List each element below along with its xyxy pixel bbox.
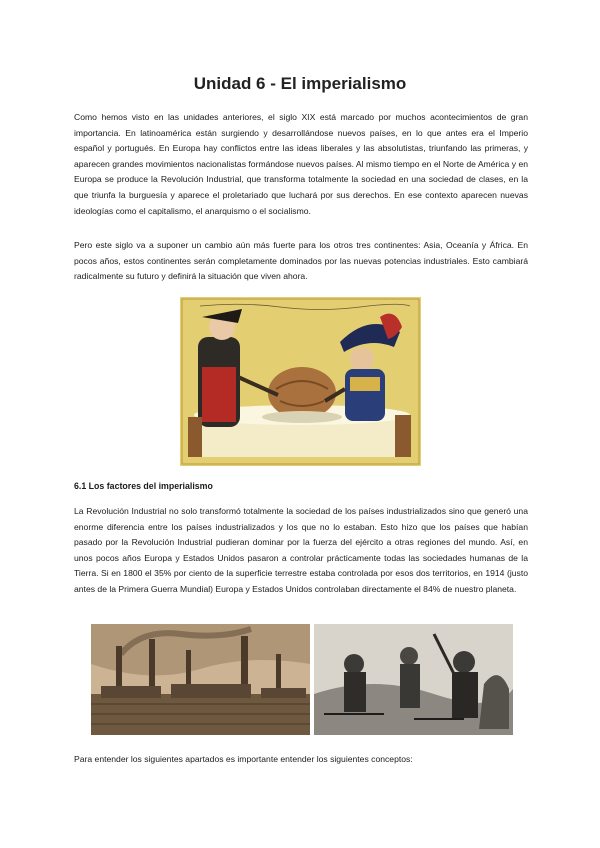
second-paragraph: Pero este siglo va a suponer un cambio aún más fuerte para los otros tres continentes: Asia, Oceanía y África. En pocos años, estos continentes serán completamente dominados por las nuevas potencias industriales. Esto cambiará radicalmente su futuro y definirá la situación que viven ahora. (74, 240, 528, 282)
cartoon-illustration (180, 297, 421, 466)
section-heading: 6.1 Los factores del imperialismo (74, 481, 213, 491)
closing-paragraph: Para entender los siguientes apartados es importante entender los siguientes conceptos: (74, 754, 413, 764)
factory-engraving (91, 624, 310, 735)
colonial-engraving (314, 624, 513, 735)
page-title: Unidad 6 - El imperialismo (193, 74, 407, 93)
intro-paragraph: Como hemos visto en las unidades anteriores, el siglo XIX está marcado por muchos acontecimientos de gran importancia. En latinoamérica están surgiendo y desarrollándose nuevos países, en lo que antes era el Imperio español y portugués. En Europa hay conflictos entre las ideas liberales y las absolutistas, triunfando las primeras, y aparecen grandes movimientos nacionalistas formándose nuevos países. Al mismo tiempo en el Norte de América y en Europa se produce la Revolución Industrial, que transforma totalmente la sociedad en una sociedad de clases, en la que triunfa la burguesía y aparece el proletariado que luchará por sus derechos. En ese contexto aparecen nuevas ideologías como el capitalismo, el anarquismo o el socialismo. (74, 112, 528, 216)
section-paragraph: La Revolución Industrial no solo transformó totalmente la sociedad de los países industrializados sino que generó una enorme diferencia entre los países industrializados y los que no lo estaban. Esto hizo que los países que habían pasado por la Revolución Industrial pudieran dominar por la fuerza del ejército a otras regiones del mundo. Así, en unos pocos años Europa y Estados Unidos pasaron a controlar prácticamente todas las sociedades humanas de la Tierra. Si en 1800 el 35% por ciento de la superficie terrestre estaba controlada por esos dos territorios, en 1914 (justo antes de la Primera Guerra Mundial) Europa y Estados Unidos controlaban directamente el 84% de nuestro planeta. (74, 506, 528, 594)
